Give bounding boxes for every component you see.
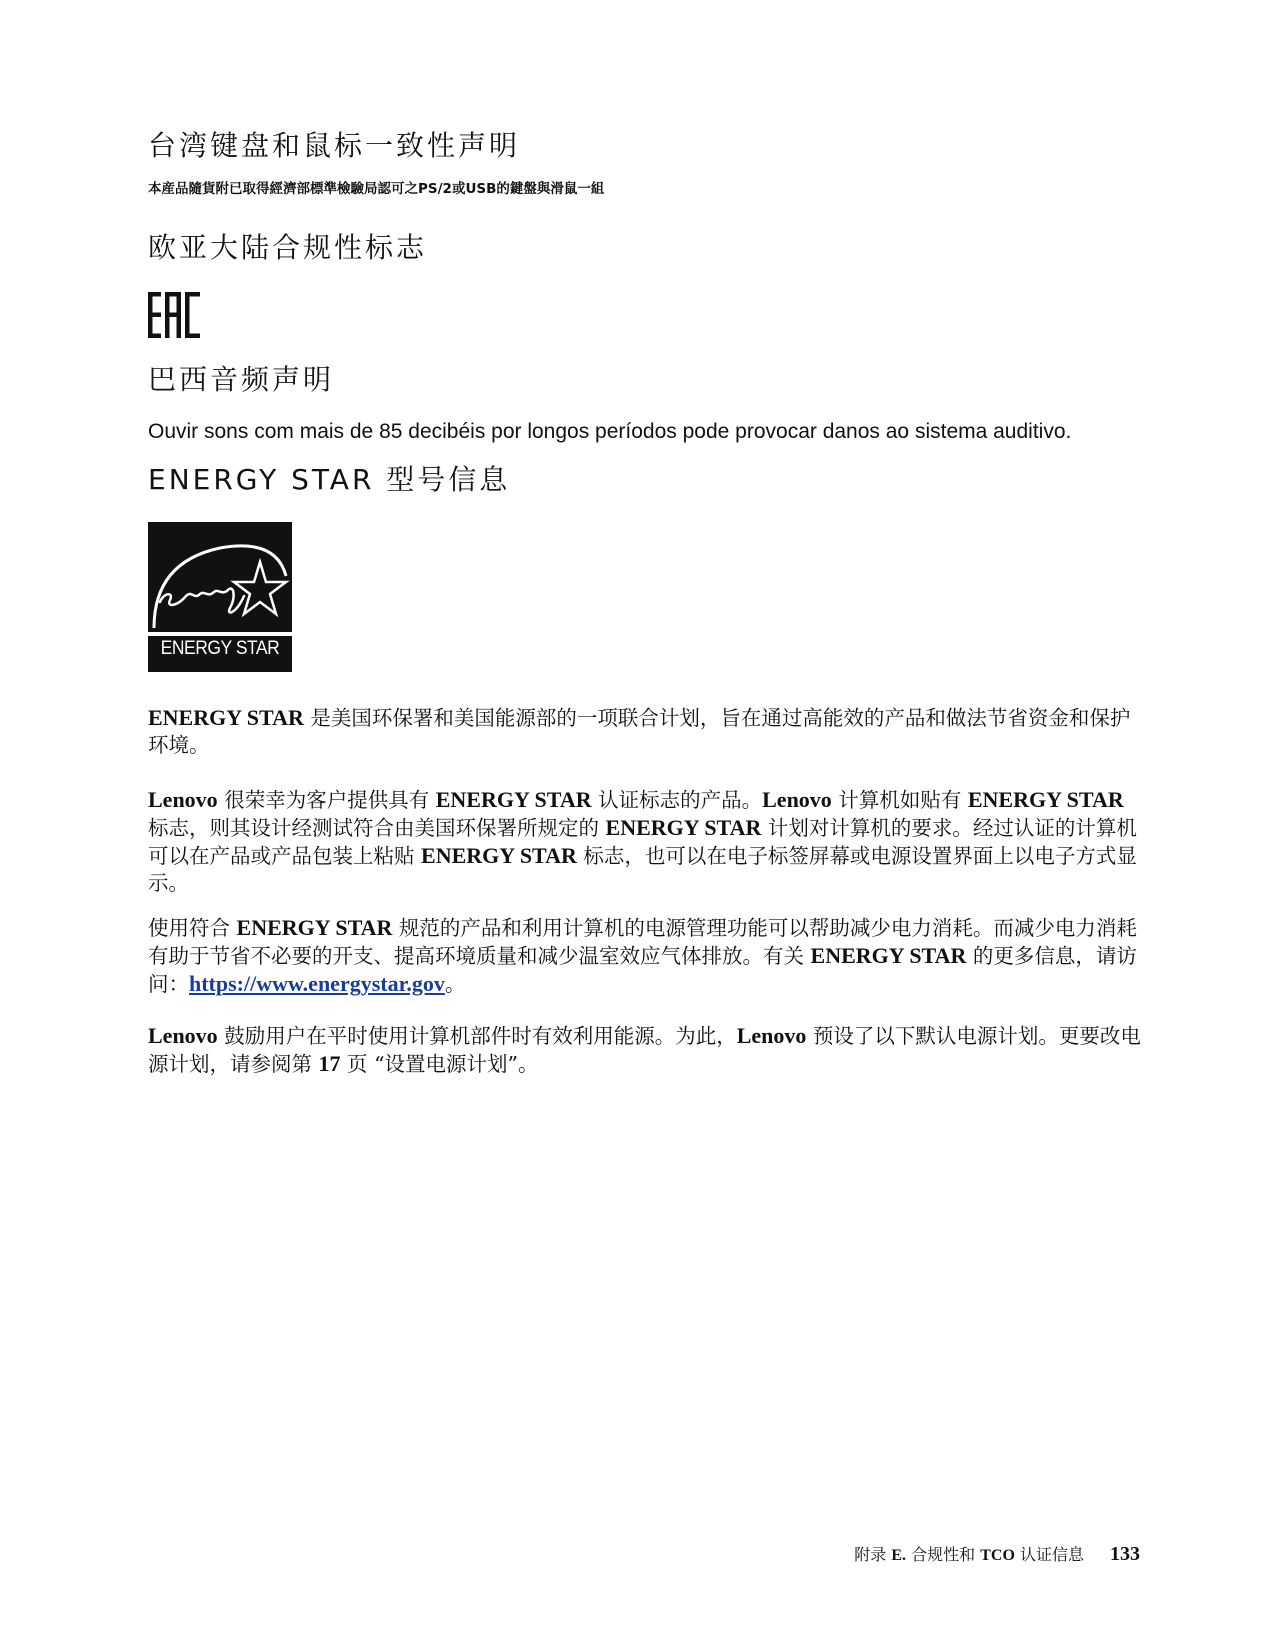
energy-star-paragraph-2: Lenovo 很荣幸为客户提供具有 ENERGY STAR 认证标志的产品。Lenovo 计算机如贴有 ENERGY STAR 标志，则其设计经测试符合由美国环保署所规定的 ENERGY STAR 计划对计算机的要求。经过认证的计算机可以在产品或产品包装上粘贴 ENERGY STAR 标志，也可以在电子标签屏幕或电源设置界面上以电子方式显示。	[148, 787, 1137, 895]
footer-label: 附录 E. 合规性和 TCO 认证信息	[854, 1545, 1084, 1564]
taiwan-heading: 台湾键盘和鼠标一致性声明	[148, 129, 521, 162]
page-footer	[854, 1542, 1140, 1566]
energy-star-website-link[interactable]: https://www.energystar.gov	[189, 971, 445, 996]
energy-star-logo-label: ENERGY STAR	[160, 638, 280, 659]
energy-star-heading: ENERGY STAR 型号信息	[148, 463, 511, 496]
page-number: 133	[1110, 1543, 1140, 1565]
energy-star-logo	[148, 522, 292, 672]
energy-star-paragraph-1: ENERGY STAR 是美国环保署和美国能源部的一项联合计划，旨在通过高能效的产品和做法节省资金和保护环境。	[148, 705, 1131, 757]
brazil-heading: 巴西音频声明	[148, 363, 335, 396]
eac-mark-icon	[148, 292, 200, 338]
eac-heading: 欧亚大陆合规性标志	[148, 231, 428, 264]
brazil-statement: Ouvir sons com mais de 85 decibéis por longos períodos pode provocar danos ao sistema auditivo.	[148, 420, 1072, 443]
energy-star-paragraph-3: 使用符合 ENERGY STAR 规范的产品和利用计算机的电源管理功能可以帮助减少电力消耗。而减少电力消耗有助于节省不必要的开支、提高环境质量和减少温室效应气体排放。有关 ENERGY STAR 的更多信息，请访问：https://www.energystar.gov。	[148, 915, 1137, 996]
taiwan-statement: 本産品隨貨附已取得經濟部標準檢驗局認可之PS/2或USB的鍵盤與滑鼠一組	[148, 181, 605, 197]
energy-star-paragraph-4: Lenovo 鼓励用户在平时使用计算机部件时有效利用能源。为此，Lenovo 预设了以下默认电源计划。更要改电源计划，请参阅第 17 页 “设置电源计划”。	[148, 1023, 1141, 1076]
